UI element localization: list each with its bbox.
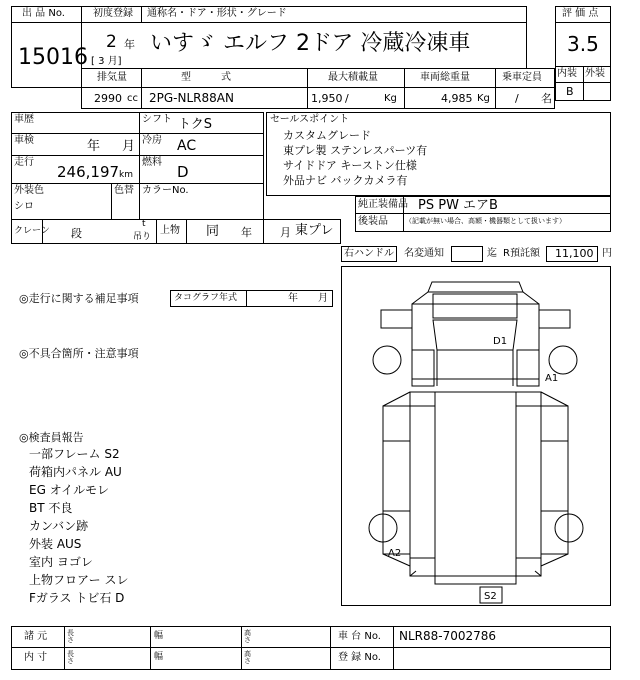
capacity-slash: / xyxy=(515,92,519,105)
first-reg-year: 2 xyxy=(106,32,117,52)
rating-label: 評 価 点 xyxy=(562,8,599,19)
details-grid xyxy=(11,112,264,244)
deadline-label: 迄 xyxy=(487,248,497,259)
diagram-mark-d1: D1 xyxy=(493,336,508,347)
fuel-value: D xyxy=(177,163,189,181)
lot-number: 15016 xyxy=(18,45,88,70)
ac-value: AC xyxy=(177,138,197,154)
car-name: いすゞ エルフ 2ドア 冷蔵冷凍車 xyxy=(150,31,471,56)
genuine-equipment: PS PW エアB xyxy=(418,198,498,213)
crane-lift-unit: 吊り xyxy=(133,232,152,242)
upholstery-year-unit: 年 xyxy=(241,226,252,239)
diagram-mark-a1: A1 xyxy=(545,373,559,384)
ac-label: 冷房 xyxy=(142,135,162,146)
recycle-unit: 円 xyxy=(602,248,612,259)
inspection-month-unit: 月 xyxy=(122,139,136,154)
ext-color-value: シロ xyxy=(14,201,34,212)
capacity-unit: 名 xyxy=(541,92,552,105)
first-reg-label: 初度登録 xyxy=(93,8,133,19)
footer-interior-label: 内 寸 xyxy=(24,652,48,663)
shift-value: トクS xyxy=(178,117,212,132)
footer-length-label-2: 長さ xyxy=(67,650,74,665)
history-label: 車歴 xyxy=(14,114,34,125)
name-change-label: 名変通知 xyxy=(404,248,444,259)
gross-weight-label: 車両総重量 xyxy=(420,72,470,83)
registration-label: 登 録 No. xyxy=(338,652,381,663)
shift-label: シフト xyxy=(142,114,172,125)
gross-weight-value: 4,985 xyxy=(441,92,473,105)
model-label: 通称名・ドア・形状・グレード xyxy=(147,8,287,19)
upholstery-same: 同 xyxy=(206,224,220,239)
interior-grade: B xyxy=(566,85,574,98)
inspection-label: 車検 xyxy=(14,135,34,146)
driving-remarks-label: ◎走行に関する補足事項 xyxy=(19,292,139,305)
footer-width-label: 幅 xyxy=(154,631,164,641)
chassis-number: NLR88-7002786 xyxy=(399,629,497,643)
truck-diagram xyxy=(341,266,611,606)
exterior-grade-label: 外装 xyxy=(585,68,605,79)
displacement-value: 2990 xyxy=(94,92,122,105)
color-change-label: 色替 xyxy=(114,185,134,196)
lot-label: 出 品 No. xyxy=(22,8,65,19)
year-unit: 年 xyxy=(124,38,135,51)
rhd-label: 右ハンドル xyxy=(344,248,394,259)
inspector-item: 外装 AUS xyxy=(29,537,82,551)
crane-ton-unit: t xyxy=(142,219,146,229)
diagram-mark-a2: A2 xyxy=(388,548,402,559)
fuel-label: 燃料 xyxy=(142,157,162,168)
ext-color-label: 外装色 xyxy=(14,185,44,196)
inspector-item: 室内 ヨゴレ xyxy=(29,555,93,569)
footer-height-label: 高さ xyxy=(244,629,251,644)
max-load-unit: Kg xyxy=(384,93,397,104)
recycle-label: R預託額 xyxy=(503,248,540,259)
inspection-year-unit: 年 xyxy=(87,139,101,154)
sales-point-item: 東プレ製 ステンレスパーツ有 xyxy=(283,144,428,157)
genuine-equipment-label: 純正装備品 xyxy=(358,199,408,210)
upholstery-label: 上物 xyxy=(160,225,180,236)
aftermarket-label: 後装品 xyxy=(358,216,388,227)
interior-grade-label: 内装 xyxy=(557,68,577,79)
upholstery-month-unit: 月 xyxy=(280,226,291,239)
tacho-month-unit: 月 xyxy=(318,293,328,304)
recycle-amount: 11,100 xyxy=(555,247,594,260)
inspector-item: EG オイルモレ xyxy=(29,483,110,497)
mileage-value: 246,197 xyxy=(57,163,120,181)
rating-score: 3.5 xyxy=(567,32,599,56)
upholstery-maker: 東プレ xyxy=(295,223,334,238)
inspector-item: Fガラス トビ石 D xyxy=(29,591,125,605)
aftermarket-note: （記載が無い場合、高額・機器類として扱います） xyxy=(405,217,566,225)
inspector-report-label: ◎検査員報告 xyxy=(19,431,84,444)
tachograph-label: タコグラフ年式 xyxy=(174,293,238,303)
inspector-item: 荷箱内パネル AU xyxy=(29,465,122,479)
sales-point-item: サイドドア キーストン仕様 xyxy=(283,159,417,172)
mileage-unit: km xyxy=(119,170,133,180)
max-load-value: 1,950 xyxy=(311,92,343,105)
sales-point-item: 外品ナビ バックカメラ有 xyxy=(283,174,408,187)
footer-width-label-2: 幅 xyxy=(154,652,164,662)
type-value: 2PG-NLR88AN xyxy=(149,91,234,105)
inspector-item: カンバン跡 xyxy=(29,519,89,533)
first-reg-month: [ 3 月] xyxy=(91,56,122,67)
mileage-label: 走行 xyxy=(14,157,34,168)
inspector-item: BT 不良 xyxy=(29,501,73,515)
max-load-slash: / xyxy=(345,92,349,105)
footer-length-label: 長さ xyxy=(67,629,74,644)
displacement-label: 排気量 xyxy=(97,72,127,83)
defects-label: ◎不具合箇所・注意事項 xyxy=(19,347,139,360)
color-code-label: カラーNo. xyxy=(142,185,189,196)
tacho-year-unit: 年 xyxy=(288,293,298,304)
sales-points-label: セールスポイント xyxy=(270,114,350,125)
inspector-item: 一部フレーム S2 xyxy=(29,447,120,461)
capacity-label: 乗車定員 xyxy=(502,72,542,83)
crane-label: クレーン xyxy=(14,226,50,236)
max-load-label: 最大積載量 xyxy=(328,72,378,83)
crane-stage-unit: 段 xyxy=(71,227,82,240)
sales-point-item: カスタムグレード xyxy=(283,129,371,142)
diagram-mark-s2: S2 xyxy=(484,591,497,602)
footer-specs-label: 諸 元 xyxy=(24,631,48,642)
footer-height-label-2: 高さ xyxy=(244,650,251,665)
displacement-unit: cc xyxy=(127,93,138,104)
chassis-label: 車 台 No. xyxy=(338,631,381,642)
inspector-item: 上物フロアー スレ xyxy=(29,573,129,587)
type-label: 型 式 xyxy=(181,72,231,83)
gross-weight-unit: Kg xyxy=(477,93,490,104)
name-change-box xyxy=(451,246,483,262)
footer-table xyxy=(11,626,611,670)
